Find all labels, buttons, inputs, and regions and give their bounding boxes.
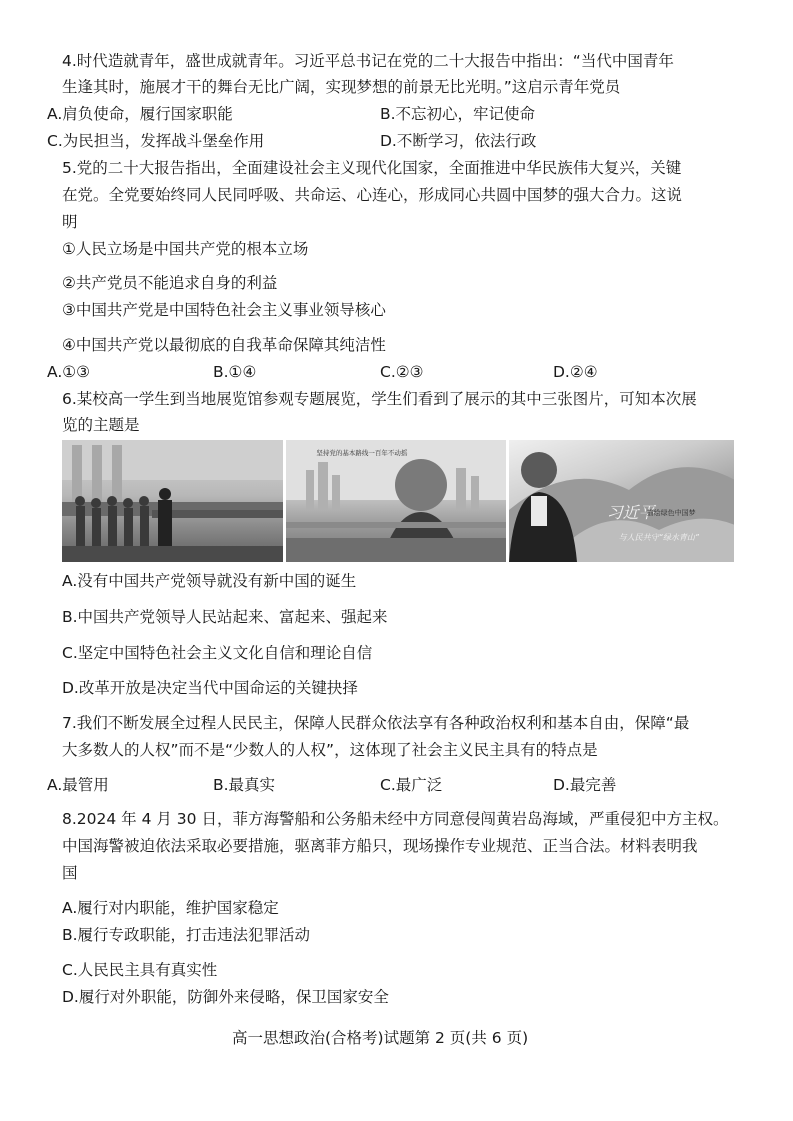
- q5-option-d: D.②④: [553, 363, 598, 381]
- q6-option-c: C.坚定中国特色社会主义文化自信和理论自信: [62, 644, 373, 662]
- q8-stem-line2: 中国海警被迫依法采取必要措施，驱离菲方船只，现场操作专业规范、正当合法。材料表明我: [62, 837, 698, 855]
- q7-option-a: A.最管用: [47, 776, 109, 794]
- q6-option-d: D.改革开放是决定当代中国命运的关键抉择: [62, 679, 358, 697]
- q5-option-a: A.①③: [47, 363, 91, 381]
- q6-option-a: A.没有中国共产党领导就没有新中国的诞生: [62, 572, 357, 590]
- q5-statement-3: ③中国共产党是中国特色社会主义事业领导核心: [62, 301, 386, 319]
- q8-stem-line1: 8.2024 年 4 月 30 日，菲方海警船和公务船未经中方同意侵闯黄岩岛海域，严重侵犯中方主权。: [62, 810, 729, 828]
- q5-stem-line1: 5.党的二十大报告指出，全面建设社会主义现代化国家，全面推进中华民族伟大复兴，关键: [62, 159, 682, 177]
- q6-photo-3: [509, 440, 734, 562]
- q4-option-c: C.为民担当，发挥战斗堡垒作用: [47, 132, 265, 150]
- q7-option-b: B.最真实: [213, 776, 276, 794]
- q6-photo-2-caption: 坚持党的基本路线一百年不动摇: [316, 449, 408, 457]
- q5-statement-4: ④中国共产党以最彻底的自我革命保障其纯洁性: [62, 336, 386, 354]
- q4-option-b: B.不忘初心，牢记使命: [380, 105, 536, 123]
- q8-option-b: B.履行专政职能，打击违法犯罪活动: [62, 926, 311, 944]
- q6-photo-strip: [62, 440, 734, 562]
- q7-option-c: C.最广泛: [380, 776, 443, 794]
- q6-stem-line2: 览的主题是: [62, 416, 140, 434]
- q7-option-d: D.最完善: [553, 776, 617, 794]
- q5-stem-line2: 在党。全党要始终同人民同呼吸、共命运、心连心，形成同心共圆中国梦的强大合力。这说: [62, 186, 683, 204]
- q6-photo-1: [62, 440, 283, 562]
- q5-statement-1: ①人民立场是中国共产党的根本立场: [62, 240, 309, 258]
- q7-stem-line2: 大多数人的人权”而不是“少数人的人权”，这体现了社会主义民主具有的特点是: [62, 741, 598, 759]
- q6-photo-3-caption-name: 习近平: [606, 503, 655, 522]
- q6-stem-line1: 6.某校高一学生到当地展览馆参观专题展览，学生们看到了展示的其中三张图片，可知本次展: [62, 390, 697, 408]
- q4-option-d: D.不断学习，依法行政: [380, 132, 537, 150]
- q8-option-a: A.履行对内职能，维护国家稳定: [62, 899, 279, 917]
- q6-photo-3-caption-line1: 描绘绿色中国梦: [646, 509, 696, 517]
- q6-option-b: B.中国共产党领导人民站起来、富起来、强起来: [62, 608, 388, 626]
- q8-option-c: C.人民民主具有真实性: [62, 961, 218, 979]
- q5-statement-2: ②共产党员不能追求自身的利益: [62, 274, 278, 292]
- q6-photo-2: [286, 440, 505, 562]
- q5-option-b: B.①④: [213, 363, 257, 381]
- q6-photo-3-caption-line2: 与人民共守“绿水青山”: [618, 533, 699, 542]
- q8-stem-line3: 国: [62, 864, 78, 882]
- q5-option-c: C.②③: [380, 363, 424, 381]
- q4-option-a: A.肩负使命，履行国家职能: [47, 105, 233, 123]
- q4-stem-line1: 4.时代造就青年，盛世成就青年。习近平总书记在党的二十大报告中指出：“当代中国青年: [62, 52, 674, 70]
- q8-option-d: D.履行对外职能，防御外来侵略，保卫国家安全: [62, 988, 389, 1006]
- q4-stem-line2: 生逢其时，施展才干的舞台无比广阔，实现梦想的前景无比光明。”这启示青年党员: [62, 78, 621, 96]
- page-footer: 高一思想政治(合格考)试题第 2 页(共 6 页): [232, 1029, 529, 1047]
- q5-stem-line3: 明: [62, 213, 78, 231]
- q7-stem-line1: 7.我们不断发展全过程人民民主，保障人民群众依法享有各种政治权利和基本自由，保障“最: [62, 714, 690, 732]
